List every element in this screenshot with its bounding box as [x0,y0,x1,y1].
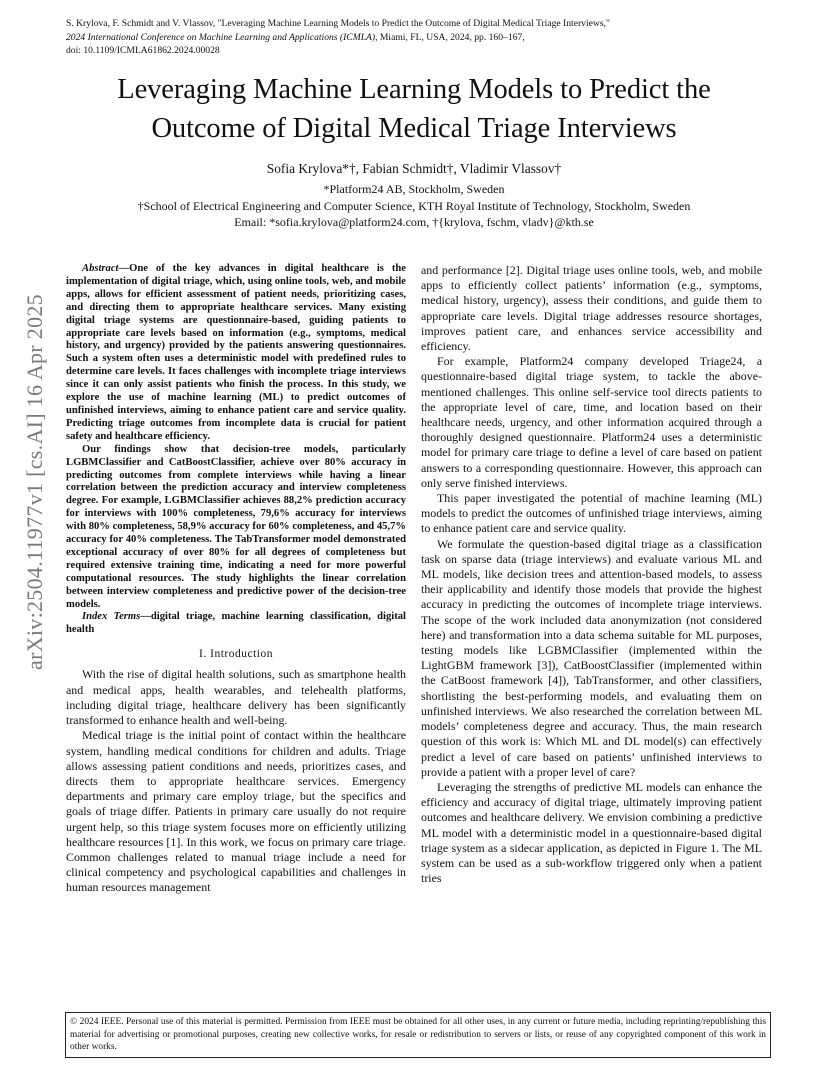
author-list: Sofia Krylova*†, Fabian Schmidt†, Vladimir Vlassov† [266,161,562,176]
section-heading-introduction: I. Introduction [199,648,273,661]
body-paragraph-continued: and performance [2]. Digital triage uses online tools, web, and mobile apps to efficiently collect patients’ information (e.g., symptoms, medical history, urgency), assess their conditions, and guide them to appropriate care levels. Digital triage addresses resource shortages, improves patient care, and enhances service accessibility and efficiency. [421,263,762,354]
index-terms [66,611,406,637]
affiliation-platform24: *Platform24 AB, Stockholm, Sweden [323,182,505,196]
paper-title [40,70,788,148]
right-column [421,263,762,886]
arxiv-identifier: arXiv:2504.11977v1 [cs.AI] 16 Apr 2025 [22,294,47,670]
citation-venue: 2024 International Conference on Machine Learning and Applications (ICMLA) [66,31,376,43]
body-paragraph: This paper investigated the potential of machine learning (ML) models to predict the outcomes of unfinished triage interviews, aiming to enhance patient care and service quality. [421,491,762,536]
arxiv-sidebar [23,292,47,672]
citation-header [66,17,786,58]
citation-line-1: S. Krylova, F. Schmidt and V. Vlassov, "Leveraging Machine Learning Models to Predict the Outcome of Digital Medical Triage Interviews," [66,18,610,29]
left-column [66,263,406,896]
index-terms-text: —digital triage, machine learning classification, digital health [66,611,406,636]
title-line-1: Leveraging Machine Learning Models to Predict the [117,74,711,105]
affiliation-kth: †School of Electrical Engineering and Computer Science, KTH Royal Institute of Technology, Stockholm, Sweden [137,198,691,213]
copyright-notice: © 2024 IEEE. Personal use of this material is permitted. Permission from IEEE must be obtained for all other uses, in any current or future media, including reprinting/republishing this material for advertising or promotional purposes, creating new collective works, for resale or redistribution to servers or lists, or reuse of any copyrighted component of this work in other works. [65,1012,771,1058]
body-paragraph: Medical triage is the initial point of contact within the healthcare system, handling medical conditions for children and adults. Triage allows assessing patient conditions and needs, prioritizes cases, and directs them to appropriate healthcare services. Emergency departments and primary care employ triage, but the specifics and goals of triage differ. Patients in primary care usually do not require urgent help, so this triage system focuses more on efficiently utilizing healthcare resources [1]. In this work, we focus on primary care triage. Common challenges related to manual triage include a need for clinical competency and psychological capabilities and challenges in human resources management [66,728,406,895]
abstract [66,263,406,637]
abstract-text-1: —One of the key advances in digital healthcare is the implementation of digital triage, which, using online tools, web, and mobile apps, allows for efficient assessment of patient needs, prioritizing cases, and directing them to appropriate healthcare services. Many existing digital triage systems are questionnaire-based, guiding patients to appropriate care levels based on information (e.g., symptoms, medical history, and urgency) provided by the patients answering questionnaires. Such a system often uses a deterministic model with predefined rules to determine care levels. It faces challenges with incomplete triage interviews since it can only assist patients who finish the process. In this study, we explore the use of machine learning (ML) to predict outcomes of unfinished interviews, aiming to enhance patient care and service quality. Predicting triage outcomes from incomplete data is crucial for patient safety and healthcare efficiency. [66,263,406,442]
abstract-paragraph-1 [66,263,406,444]
body-paragraph: We formulate the question-based digital triage as a classification task on sparse data (triage interviews) and evaluate various ML and ML models, like decision trees and attention-based models, to assess their applicability and identify those models that provide the highest accuracy in predicting the outcomes of incomplete triage interviews. The scope of the work included data anonymization (not considered here) and transformation into a data schema suitable for ML purposes, testing models like LGBMClassifier (implemented within the LightGBM framework [3]), CatBoostClassifier (implemented within the CatBoost framework [4]), TabTransformer, and other classifiers, shortlisting the best-performing models, and evaluating them on unfinished interviews. We also researched the correlation between ML models’ completeness degree and accuracy. Thus, the main research question of this work is: Which ML and DL model(s) can effectively predict a level of care based on patients’ unfinished interviews to provide a patient with a proper level of care? [421,536,762,779]
citation-doi: doi: 10.1109/ICMLA61862.2024.00028 [66,45,220,56]
citation-line-2 [66,31,786,45]
citation-location: , Miami, FL, USA, 2024, pp. 160–167, [375,31,525,43]
body-paragraph: For example, Platform24 company developed Triage24, a questionnaire-based digital triage system, to tackle the above-mentioned challenges. This online self-service tool directs patients to the appropriate level of care, time, and location based on their healthcare needs, urgency, and other information acquired through a thoroughly designed questionnaire. Platform24 uses a deterministic model for primary care triage to define a level of care based on patient answers to a corresponding questionnaire. However, this approach can only serve finished interviews. [421,354,762,490]
abstract-label: Abstract [82,263,119,274]
email-line: Email: *sofia.krylova@platform24.com, †{krylova, fschm, vladv}@kth.se [234,215,594,229]
title-line-2: Outcome of Digital Medical Triage Interviews [151,113,677,144]
abstract-paragraph-2: Our findings show that decision-tree models, particularly LGBMClassifier and CatBoostClassifier, achieve over 80% accuracy in predicting outcomes from complete interviews while having a linear correlation between the prediction accuracy and interview completeness degree. For example, LGBMClassifier achieves 88,2% prediction accuracy for interviews with 100% completeness, 79,6% accuracy for interviews with 80% completeness, 58,9% accuracy for 60% completeness, and 45,7% accuracy for 40% completeness. The TabTransformer model demonstrated exceptional accuracy of over 80% for all degrees of completeness but required extensive training time, indicating a need for more powerful computational resources. The study highlights the linear correlation between interview completeness and predictive power of the decision-tree models. [66,443,406,610]
body-paragraph: With the rise of digital health solutions, such as smartphone health and medical apps, health wearables, and telehealth platforms, including digital triage, healthcare delivery has been significantly transformed to enhance health and well-being. [66,667,406,728]
index-terms-label: Index Terms [82,611,141,623]
affiliations [40,181,788,231]
body-paragraph: Leveraging the strengths of predictive ML models can enhance the efficiency and accuracy of digital triage, ultimately improving patient outcomes and healthcare delivery. We envision combining a predictive ML model with a deterministic model in a questionnaire-based digital triage system as a sidecar application, as depicted in Figure 1. The ML system can be used as a sub-workflow triggered only when a patient tries [421,779,762,886]
